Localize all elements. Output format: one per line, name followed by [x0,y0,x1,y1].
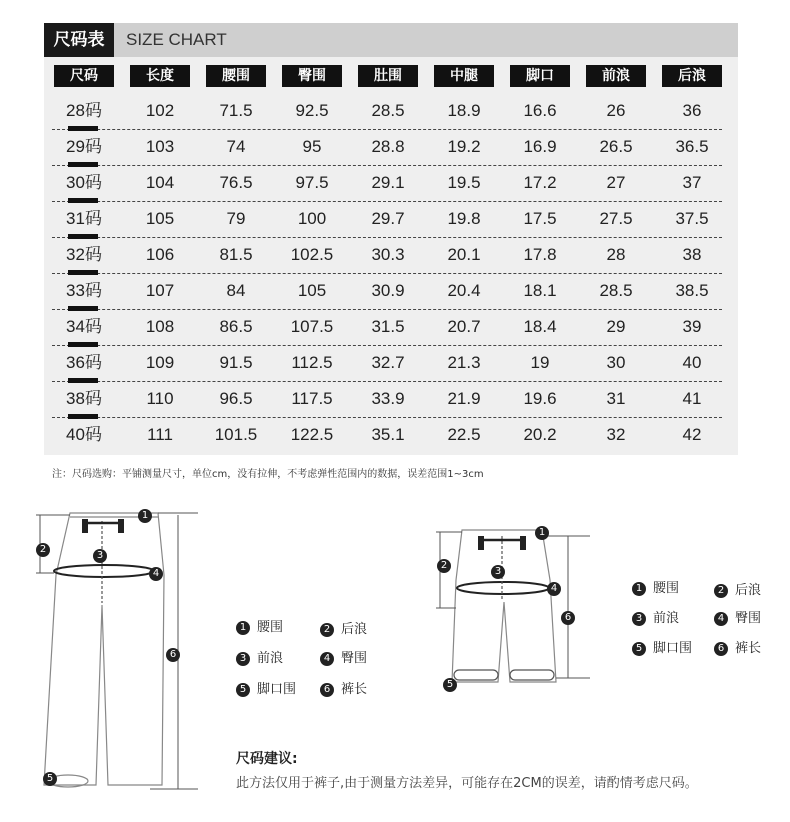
table-cell: 17.2 [523,173,557,192]
legend-item [236,678,296,697]
size-cell: 40码 [66,425,102,444]
table-cell: 28.8 [371,137,405,156]
diagram-marker: 5 [443,678,457,692]
number-badge: 4 [320,652,334,666]
table-cell: 27 [606,173,626,192]
size-chart-title: SIZE CHART [126,30,227,49]
size-cell: 28码 [66,101,102,120]
suggestion-text: 此方法仅用于裤子,由于测量方法差异，可能存在2CM的误差，请酌情考虑尺码。 [236,776,698,791]
table-cell: 104 [145,173,175,192]
table-cell: 32.7 [371,353,405,372]
legend-item [714,637,761,656]
table-row [52,201,722,238]
legend-label: 脚口围 [257,682,297,697]
table-cell: 74 [226,137,246,156]
size-cell: 30码 [66,173,102,192]
table-row [52,237,722,274]
table-row [52,345,722,382]
table-cell: 103 [145,137,175,156]
table-cell: 17.5 [523,209,557,228]
table-cell: 105 [297,281,327,300]
table-cell: 32 [606,425,626,444]
number-badge: 5 [236,683,250,697]
table-cell: 36 [682,101,702,120]
table-cell: 95 [302,137,322,156]
table-cell: 27.5 [599,209,633,228]
column-header: 尺码 [54,65,114,87]
table-cell: 105 [145,209,175,228]
diagram-marker: 5 [43,772,57,786]
legend-item [632,637,692,656]
table-cell: 42 [682,425,702,444]
legend-label: 后浪 [735,583,762,598]
table-cell: 21.9 [447,389,481,408]
legend-label: 前浪 [653,611,680,626]
table-cell: 29 [606,317,626,336]
column-header: 后浪 [662,65,722,87]
legend-item [714,607,761,626]
table-cell: 26 [606,101,626,120]
table-cell: 96.5 [219,389,253,408]
table-cell: 20.1 [447,245,481,264]
measurement-note: 注：尺码选购：平铺测量尺寸，单位cm，没有拉伸，不考虑弹性范围内的数据，误差范围1~3cm [52,469,484,480]
table-cell: 122.5 [290,425,334,444]
diagram-marker: 2 [437,559,451,573]
number-badge: 6 [320,683,334,697]
table-cell: 30.3 [371,245,405,264]
legend-label: 臀围 [341,651,368,666]
column-header: 臀围 [282,65,342,87]
table-cell: 16.9 [523,137,557,156]
table-cell: 18.1 [523,281,557,300]
table-cell: 19 [530,353,550,372]
table-cell: 18.9 [447,101,481,120]
table-cell: 81.5 [219,245,253,264]
table-cell: 37 [682,173,702,192]
legend-item [632,577,679,596]
table-cell: 33.9 [371,389,405,408]
long-pants-diagram [30,505,205,795]
legend-label: 臀围 [735,611,762,626]
column-header: 前浪 [586,65,646,87]
table-cell: 117.5 [291,389,333,408]
table-row [52,417,722,453]
table-cell: 19.2 [447,137,481,156]
table-cell: 71.5 [219,101,253,120]
legend-label: 脚口围 [653,641,693,656]
table-row [52,165,722,202]
table-cell: 38.5 [675,281,709,300]
table-row [52,129,722,166]
table-cell: 31.5 [371,317,405,336]
legend-item [320,618,367,637]
table-cell: 20.7 [447,317,481,336]
column-header: 中腿 [434,65,494,87]
table-cell: 101.5 [214,425,258,444]
legend-label: 腰围 [653,581,680,596]
column-header: 脚口 [510,65,570,87]
table-row [52,309,722,346]
legend-item [320,647,367,666]
column-header: 肚围 [358,65,418,87]
suggestion-title: 尺码建议: [236,751,298,767]
table-cell: 35.1 [371,425,405,444]
table-cell: 102 [145,101,175,120]
legend-label: 裤长 [735,641,762,656]
table-cell: 38 [682,245,702,264]
table-cell: 41 [682,389,702,408]
legend-item [236,647,283,666]
number-badge: 1 [632,582,646,596]
size-chart-tag: 尺码表 [44,23,114,57]
table-cell: 111 [147,425,173,444]
table-cell: 20.4 [447,281,481,300]
table-cell: 18.4 [523,317,557,336]
table-cell: 39 [682,317,702,336]
diagram-marker: 3 [491,565,505,579]
legend-item [236,616,283,635]
number-badge: 4 [714,612,728,626]
column-header: 腰围 [206,65,266,87]
table-row [52,93,722,130]
diagram-marker: 1 [535,526,549,540]
table-cell: 30 [606,353,626,372]
table-cell: 86.5 [219,317,253,336]
number-badge: 6 [714,642,728,656]
table-cell: 106 [145,245,175,264]
number-badge: 3 [632,612,646,626]
size-cell: 36码 [66,353,102,372]
table-cell: 112.5 [291,353,333,372]
table-row [52,381,722,418]
table-cell: 100 [297,209,327,228]
size-cell: 38码 [66,389,102,408]
table-cell: 28.5 [599,281,633,300]
size-cell: 32码 [66,245,102,264]
table-cell: 28.5 [371,101,405,120]
short-pants-diagram [432,522,602,692]
legend-label: 腰围 [257,620,284,635]
number-badge: 2 [320,623,334,637]
size-cell: 31码 [66,209,102,228]
size-cell: 34码 [66,317,102,336]
table-cell: 31 [606,389,626,408]
legend-item [714,579,761,598]
table-cell: 76.5 [219,173,253,192]
size-cell: 29码 [66,137,102,156]
table-cell: 19.8 [447,209,481,228]
diagram-marker: 2 [36,543,50,557]
size-cell: 33码 [66,281,102,300]
column-header: 长度 [130,65,190,87]
diagram-marker: 4 [149,567,163,581]
table-cell: 91.5 [219,353,253,372]
legend-item [320,678,367,697]
table-cell: 19.6 [523,389,557,408]
table-cell: 28 [606,245,626,264]
diagram-marker: 4 [547,582,561,596]
table-cell: 22.5 [447,425,481,444]
table-cell: 37.5 [675,209,709,228]
table-row [52,273,722,310]
diagram-marker: 6 [561,611,575,625]
table-cell: 109 [145,353,175,372]
number-badge: 2 [714,584,728,598]
number-badge: 3 [236,652,250,666]
number-badge: 1 [236,621,250,635]
table-cell: 19.5 [447,173,481,192]
table-cell: 30.9 [371,281,405,300]
table-cell: 107 [145,281,175,300]
legend-item [632,607,679,626]
table-cell: 40 [682,353,702,372]
table-cell: 97.5 [295,173,329,192]
table-cell: 102.5 [290,245,334,264]
table-cell: 29.7 [371,209,405,228]
diagram-marker: 1 [138,509,152,523]
table-cell: 16.6 [523,101,557,120]
table-cell: 79 [226,209,246,228]
table-cell: 17.8 [523,245,557,264]
table-cell: 107.5 [290,317,334,336]
table-cell: 26.5 [599,137,633,156]
table-cell: 36.5 [675,137,709,156]
diagram-marker: 3 [93,549,107,563]
legend-label: 裤长 [341,682,368,697]
table-cell: 108 [145,317,175,336]
size-chart-header [44,23,738,57]
legend-label: 前浪 [257,651,284,666]
diagram-marker: 6 [166,648,180,662]
table-cell: 110 [146,389,174,408]
number-badge: 5 [632,642,646,656]
table-cell: 21.3 [447,353,481,372]
table-cell: 84 [226,281,246,300]
table-cell: 29.1 [371,173,405,192]
table-cell: 20.2 [523,425,557,444]
table-cell: 92.5 [295,101,329,120]
legend-label: 后浪 [341,622,368,637]
